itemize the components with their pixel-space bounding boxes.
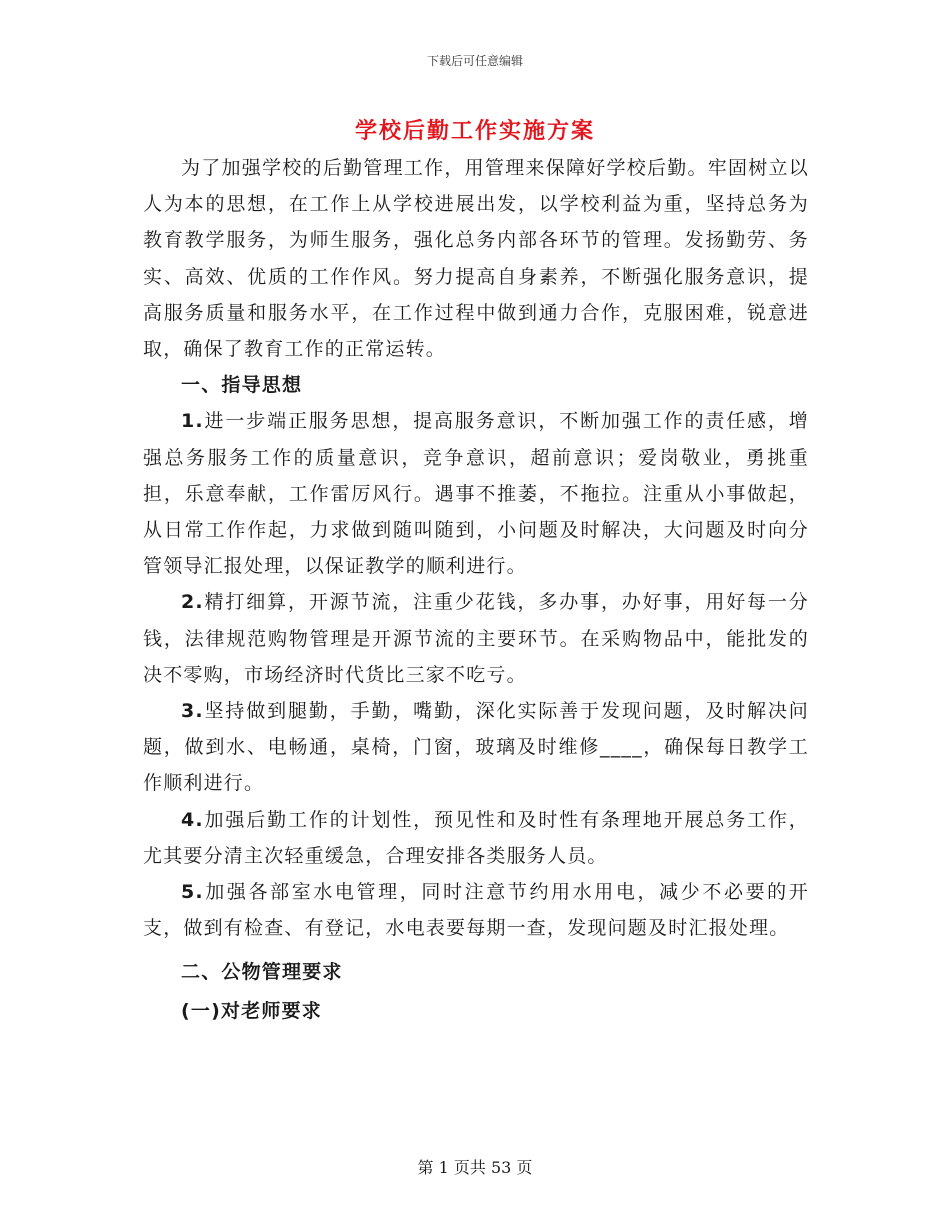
header-note: 下载后可任意编辑 [426,54,523,68]
page-number: 第 1 页共 53 页 [417,1158,533,1177]
item-text: 坚持做到腿勤，手勤，嘴勤，深化实际善于发现问题，及时解决问题，做到水、电畅通，桌椅，门窗，玻璃及时维修____，确保每日教学工作顺利进行。 [143,700,809,795]
item-number: 2. [181,591,204,614]
item-number: 5. [181,881,204,904]
intro-paragraph: 为了加强学校的后勤管理工作，用管理来保障好学校后勤。牢固树立以人为本的思想，在工作上从学校进展出发，以学校利益为重，坚持总务为教育教学服务，为师生服务，强化总务内部各环节的管理。发扬勤劳、务实、高效、优质的工作作风。努力提高自身素养，不断强化服务意识，提高服务质量和服务水平，在工作过程中做到通力合作，克服困难，锐意进取，确保了教育工作的正常运转。 [143,157,809,361]
item-number: 3. [181,700,204,723]
list-item [143,874,809,946]
item-text: 精打细算，开源节流，注重少花钱，多办事，办好事，用好每一分钱，法律规范购物管理是开源节流的主要环节。在采购物品中，能批发的决不零购，市场经济时代货比三家不吃亏。 [143,591,809,686]
section-2-heading: 二、公物管理要求 [181,961,343,984]
item-number: 4. [181,808,204,831]
section-1-heading: 一、指导思想 [181,374,303,397]
section-2-subheading: (一)对老师要求 [181,999,322,1022]
list-item [143,584,809,693]
list-item [143,693,809,802]
document-body [143,150,809,1029]
item-text: 加强各部室水电管理，同时注意节约用水用电，减少不必要的开支，做到有检查、有登记，水电表要每期一查，发现问题及时汇报处理。 [143,881,809,940]
list-item [143,802,809,874]
document-title: 学校后勤工作实施方案 [354,119,595,144]
item-text: 加强后勤工作的计划性，预见性和及时性有条理地开展总务工作，尤其要分清主次轻重缓急，合理安排各类服务人员。 [143,808,809,867]
list-item [143,403,809,584]
item-text: 进一步端正服务思想，提高服务意识，不断加强工作的责任感，增强总务服务工作的质量意识，竞争意识，超前意识；爱岗敬业，勇挑重担，乐意奉献，工作雷厉风行。遇事不推萎，不拖拉。注重从小事做起，从日常工作作起，力求做到随叫随到，小问题及时解决，大问题及时向分管领导汇报处理，以保证教学的顺利进行。 [143,410,809,578]
item-number: 1. [181,410,204,433]
